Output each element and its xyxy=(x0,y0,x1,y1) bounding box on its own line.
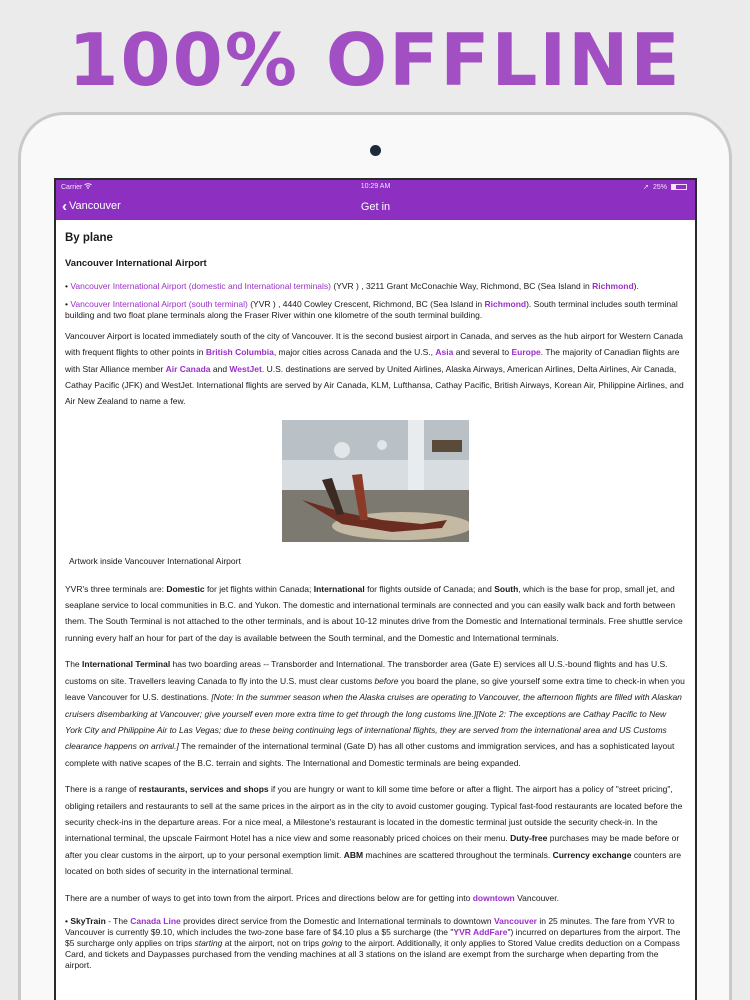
chevron-left-icon: ‹ xyxy=(62,197,67,215)
location-arrow-icon: ➚ xyxy=(643,184,649,191)
status-bar xyxy=(56,180,695,194)
list-item-text: (YVR ) , 4440 Cowley Crescent, Richmond, BC (Sea Island in xyxy=(247,298,485,309)
battery-percent: 25% xyxy=(652,183,667,191)
paragraph: The International Terminal has two boarding areas -- Transborder and International. The transborder area (Gate E) services all U.S.-bound flights and has U.S. customs on site. Travellers leaving Canada to fly into the U.S. must clear customs before you board the plane, so give yourself some extra time to check-in when you leave Vancouver for U.S. destinations. [Note: In the summer season when the Alaska cruises are operating to Vancouver, the afternoon flights are filled with Alaskan cruisers disembarking at Vancouver; give yourself even more extra time to get through the long customs line.][Note 2: The exceptions are Cathay Pacific to New York City and Philippine Air to Las Vegas; due to these being continuing legs of international flights, they are served from the international area and US Customs clearance happens on arrival.] The remainder of the international terminal (Gate D) has all other customs and immigration services, and has a sophisticated layout complete with native scapes of the B.C. terrain and sights. The International and Domestic terminals are being expanded. xyxy=(65,659,685,768)
list-item: • Vancouver International Airport (south terminal) (YVR ) , 4440 Cowley Crescent, Richmond, BC (Sea Island in Richmond). South terminal includes south terminal building and two float plane terminals along the Fraser River within one kilometre of the south terminal building. xyxy=(65,298,678,320)
air-canada-link[interactable]: Air Canada xyxy=(165,363,211,374)
status-time: 10:29 AM xyxy=(360,183,391,190)
airport-south-link[interactable]: Vancouver International Airport (south terminal) xyxy=(70,298,248,309)
promo-headline: 100% OFFLINE xyxy=(68,18,682,102)
airport-artwork-photo xyxy=(282,420,469,542)
airport-main-link[interactable]: Vancouver International Airport (domestic and International terminals) xyxy=(70,280,331,291)
british-columbia-link[interactable]: British Columbia xyxy=(205,347,274,358)
photo-caption: Artwork inside Vancouver International Airport xyxy=(69,556,241,567)
page-title: Get in xyxy=(360,201,391,213)
article-content xyxy=(56,220,695,971)
front-camera xyxy=(370,145,381,156)
list-item: • SkyTrain - The Canada Line provides direct service from the Domestic and International terminals to downtown Vancouver in 25 minutes. The fare from YVR to Vancouver is currently $9.10, which includes the two-zone base fare of $4.10 plus a $5 surcharge (the "YVR AddFare") incurred on departures from the airport. The $5 surcharge only applies on trips starting at the airport, not on trips going to the airport. Additionally, it only applies to Stored Value credits deduction on a Compass Card, and tickets and Daypasses purchased from the vending machines at all 3 stations on the island are exempt from the surcharge when departing from the airport. xyxy=(65,915,681,970)
asia-link[interactable]: Asia xyxy=(435,347,454,358)
photo-container xyxy=(65,420,685,547)
navigation-bar xyxy=(56,194,695,220)
paragraph: YVR's three terminals are: Domestic for jet flights within Canada; International for flights outside of Canada; and South, which is the base for prop, small jet, and seaplane service to local communities in B.C. and Yukon. The domestic and international terminals are connected and you can easily walk back and forth between them. The South Terminal is not attached to the other terminals, and is about 10-12 minutes drive from the Domestic and International terminals. Free shuttle service running every half an hour for part of the day is available between the South terminal, and the Domestic and International terminals. xyxy=(65,583,683,643)
paragraph: There are a number of ways to get into town from the airport. Prices and directions below are for getting into downtown Vancouver. xyxy=(65,892,560,903)
app-screen xyxy=(54,178,697,1000)
list-item-text: (YVR ) , 3211 Grant McConachie Way, Richmond, BC (Sea Island in xyxy=(331,280,593,291)
battery-status xyxy=(643,183,687,191)
downtown-link[interactable]: downtown xyxy=(472,892,515,903)
battery-icon xyxy=(671,184,687,190)
carrier-label: Carrier xyxy=(61,184,83,191)
paragraph: Vancouver Airport is located immediately south of the city of Vancouver. It is the second busiest airport in Canada, and serves as the hub airport for Western Canada with frequent flights to other points in British Columbia, major cities across Canada and the U.S., Asia and several to Europe. The majority of Canadian flights are with Star Alliance member Air Canada and WestJet. U.S. destinations are served by United Airlines, Alaska Airways, American Airlines, Delta Airlines, Air Canada, Cathay Pacific (JFK) and WestJet. International flights are served by Air Canada, KLM, Lufthansa, Cathay Pacific, British Airways, Korean Air, Philippine Airlines, and Air New Zealand to name a few. xyxy=(65,330,684,407)
list-item: • Vancouver International Airport (domestic and International terminals) (YVR ) , 3211 Grant McConachie Way, Richmond, BC (Sea Island in Richmond). xyxy=(65,280,639,291)
canada-line-link[interactable]: Canada Line xyxy=(130,915,181,926)
vancouver-link[interactable]: Vancouver xyxy=(493,915,537,926)
richmond-link[interactable]: Richmond xyxy=(484,298,527,309)
list-item-text: ). xyxy=(633,280,639,291)
section-title: By plane xyxy=(65,232,113,244)
subheading: Vancouver International Airport xyxy=(65,258,207,270)
back-button-label: Vancouver xyxy=(69,200,121,212)
richmond-link[interactable]: Richmond xyxy=(592,280,634,291)
westjet-link[interactable]: WestJet xyxy=(229,363,262,374)
paragraph: There is a range of restaurants, services and shops if you are hungry or want to kill some time before or after a flight. The airport has a policy of "street pricing", obliging retailers and restaurants to sell at the same prices in the airport as in the city to avoid customer gouging. Typical fast-food restaurants are located before the security check-ins in the departure areas. For a nice meal, a Milestone's restaurant is located in the domestic terminal just outside the security check-in. In the international terminal, the upscale Fairmont Hotel has a nice view and some reasonably priced choices on their menu. Duty-free purchases may be made before or after you clear customs in the airport, up to your personal exemption limit. ABM machines are scattered throughout the terminals. Currency exchange counters are located on both sides of security in the international terminal. xyxy=(65,784,683,877)
list-item-text: ). South terminal includes south terminal building and two float plane terminals along the Fraser River within one kilometre of the south terminal building. xyxy=(65,298,678,320)
yvr-addfare-link[interactable]: YVR AddFare xyxy=(453,926,508,937)
europe-link[interactable]: Europe xyxy=(511,347,541,358)
